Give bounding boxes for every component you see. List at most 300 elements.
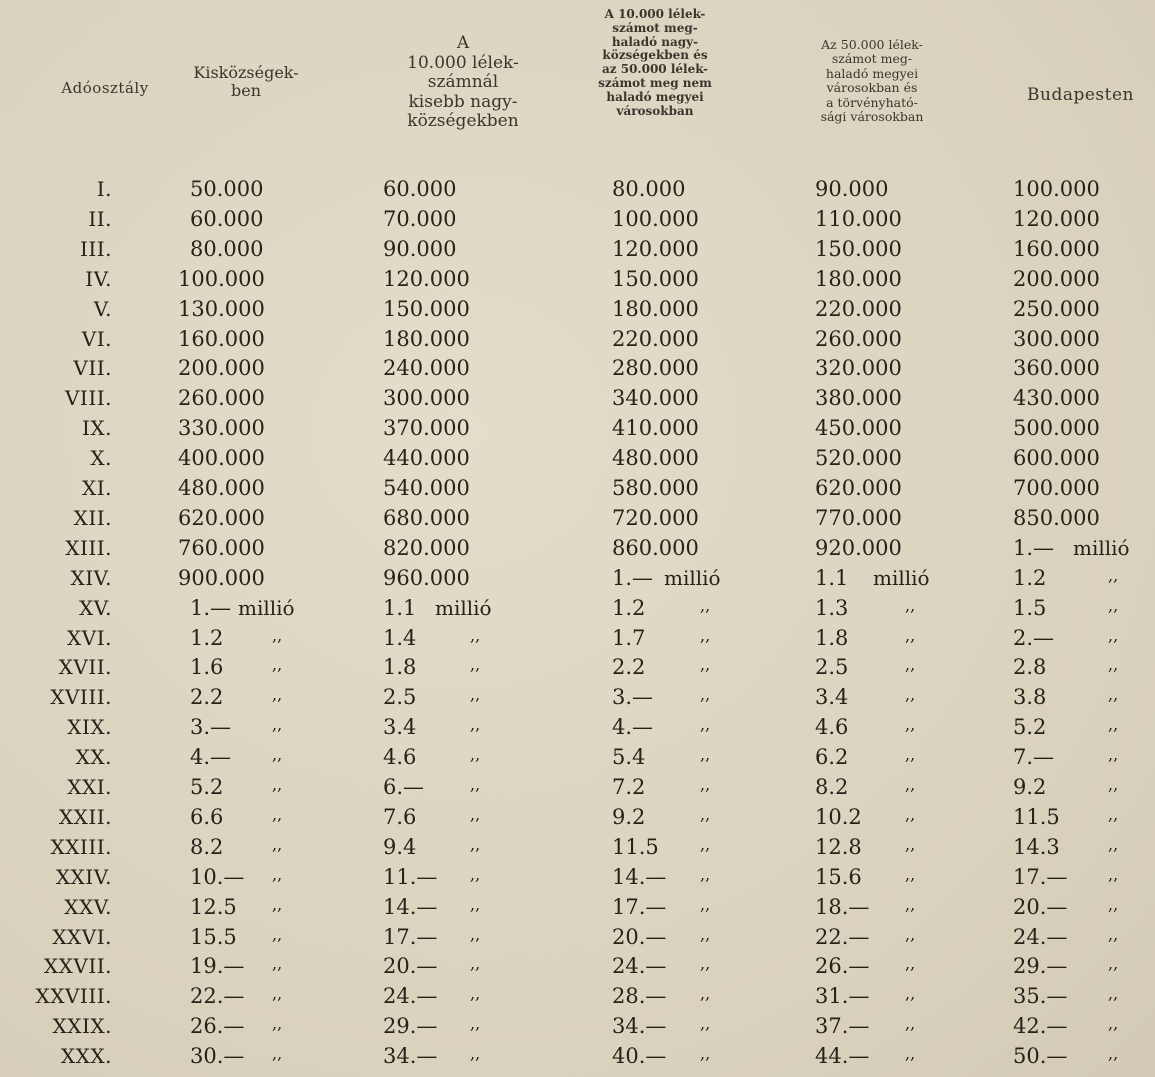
value-col-4: 10.2 [815, 804, 862, 829]
ditto-mark: ,, [470, 804, 481, 824]
value-col-3: 410.000 [612, 416, 699, 441]
ditto-mark: ,, [1108, 595, 1119, 615]
value-col-3: 9.2 [612, 804, 646, 829]
table-row [0, 1044, 1155, 1074]
value-col-1: 130.000 [178, 296, 265, 321]
ditto-mark: ,, [1108, 954, 1119, 974]
table-row [0, 626, 1155, 656]
tax-class-label: III. [79, 236, 112, 261]
value-col-1: 5.2 [190, 775, 224, 799]
tax-class-label: IV. [85, 266, 112, 291]
header-line: a törvényható- [826, 94, 918, 110]
value-col-2: 960.000 [383, 565, 470, 590]
ditto-mark: ,, [905, 984, 916, 1004]
value-col-1: 200.000 [178, 356, 265, 381]
value-col-2: 17.— [383, 924, 438, 949]
value-col-2: 11.— [383, 864, 438, 889]
ditto-mark: ,, [905, 685, 916, 705]
value-col-2: 20.— [383, 954, 438, 979]
header-line: számot meg nem [598, 75, 712, 90]
ditto-mark: ,, [700, 954, 711, 974]
ditto-mark: ,, [272, 745, 283, 765]
ditto-mark: ,, [272, 775, 283, 794]
table-row [0, 536, 1155, 566]
ditto-mark: ,, [905, 1044, 916, 1064]
value-col-1: 1.2 [190, 625, 224, 650]
ditto-mark: ,, [905, 804, 916, 824]
ditto-mark: ,, [700, 625, 711, 645]
value-col-3: 1.— [612, 565, 654, 590]
ditto-mark: ,, [1108, 804, 1119, 824]
table-row [0, 297, 1155, 327]
value-col-5: 9.2 [1013, 775, 1047, 799]
value-col-5: 2.8 [1013, 655, 1047, 680]
value-col-3: 17.— [612, 894, 667, 919]
value-col-3: 20.— [612, 924, 667, 949]
ditto-mark: ,, [905, 894, 916, 914]
value-col-2: 90.000 [383, 236, 457, 261]
tax-class-label: V. [93, 296, 112, 321]
table-row [0, 267, 1155, 297]
value-col-3: 5.4 [612, 745, 646, 770]
value-col-5: 300.000 [1013, 326, 1100, 351]
value-col-2: 120.000 [383, 266, 470, 291]
header-line: számnál [427, 72, 499, 93]
ditto-mark: ,, [1108, 685, 1119, 705]
value-col-3: 180.000 [612, 296, 699, 321]
ditto-mark: ,, [1108, 565, 1119, 585]
value-col-1: 330.000 [178, 416, 265, 441]
value-col-2: 24.— [383, 984, 438, 1009]
table-row [0, 895, 1155, 925]
value-col-1: 3.— [190, 715, 232, 740]
table-row [0, 745, 1155, 775]
ditto-mark: ,, [272, 834, 283, 854]
value-col-3: 28.— [612, 984, 667, 1009]
value-col-1: 26.— [190, 1014, 245, 1039]
ditto-mark: ,, [272, 864, 283, 884]
unit-millio: millió [435, 595, 492, 620]
ditto-mark: ,, [905, 775, 916, 794]
value-col-4: 920.000 [815, 535, 902, 560]
table-row [0, 356, 1155, 386]
tax-class-label: XXI. [67, 775, 112, 799]
header-budapest [1008, 86, 1153, 106]
value-col-2: 4.6 [383, 745, 417, 770]
value-col-5: 1.5 [1013, 595, 1047, 620]
value-col-4: 37.— [815, 1014, 870, 1039]
tax-class-label: VI. [81, 326, 112, 351]
value-col-4: 320.000 [815, 356, 902, 381]
value-col-3: 1.7 [612, 625, 646, 650]
value-col-2: 150.000 [383, 296, 470, 321]
value-col-1: 4.— [190, 745, 232, 770]
ditto-mark: ,, [700, 864, 711, 884]
value-col-5: 20.— [1013, 894, 1068, 919]
ditto-mark: ,, [272, 804, 283, 824]
ditto-mark: ,, [1108, 984, 1119, 1004]
ditto-mark: ,, [470, 655, 481, 675]
value-col-3: 720.000 [612, 505, 699, 530]
value-col-2: 240.000 [383, 356, 470, 381]
tax-class-label: XV. [78, 595, 112, 620]
ditto-mark: ,, [1108, 834, 1119, 854]
value-col-4: 3.4 [815, 685, 849, 710]
value-col-2: 2.5 [383, 685, 417, 710]
value-col-3: 40.— [612, 1044, 667, 1069]
header-line: városokban [616, 103, 694, 118]
header-kisebb-nagykozsegek [378, 34, 548, 132]
tax-class-label: II. [88, 206, 112, 231]
table-row [0, 1014, 1155, 1044]
value-col-4: 450.000 [815, 416, 902, 441]
header-line: Budapesten [1027, 85, 1134, 105]
ditto-mark: ,, [905, 595, 916, 615]
value-col-3: 480.000 [612, 446, 699, 471]
value-col-2: 540.000 [383, 476, 470, 500]
value-col-5: 17.— [1013, 864, 1068, 889]
value-col-5: 5.2 [1013, 715, 1047, 740]
table-row [0, 386, 1155, 416]
value-col-5: 3.8 [1013, 685, 1047, 710]
ditto-mark: ,, [1108, 1014, 1119, 1034]
value-col-2: 34.— [383, 1044, 438, 1069]
value-col-2: 1.8 [383, 655, 417, 680]
value-col-3: 14.— [612, 864, 667, 889]
value-col-1: 22.— [190, 984, 245, 1009]
tax-class-label: XII. [73, 505, 112, 530]
value-col-3: 280.000 [612, 356, 699, 381]
table-row [0, 954, 1155, 984]
value-col-4: 15.6 [815, 864, 862, 889]
table-row [0, 655, 1155, 685]
ditto-mark: ,, [272, 1014, 283, 1034]
tax-class-label: X. [90, 446, 112, 471]
tax-class-label: XXX. [60, 1044, 112, 1069]
ditto-mark: ,, [272, 625, 283, 645]
tax-class-label: XXII. [58, 804, 112, 829]
table-row [0, 476, 1155, 506]
ditto-mark: ,, [1108, 655, 1119, 675]
value-col-1: 12.5 [190, 894, 237, 919]
value-col-3: 100.000 [612, 206, 699, 231]
value-col-1: 100.000 [178, 266, 265, 291]
header-line: haladó megyei [606, 89, 704, 104]
ditto-mark: ,, [1108, 894, 1119, 914]
header-line: városokban és [826, 80, 918, 96]
value-col-3: 80.000 [612, 177, 686, 201]
value-col-4: 90.000 [815, 177, 889, 201]
value-col-3: 220.000 [612, 326, 699, 351]
table-row [0, 715, 1155, 745]
tax-class-label: XVI. [67, 625, 112, 650]
ditto-mark: ,, [272, 924, 283, 944]
ditto-mark: ,, [272, 685, 283, 705]
ditto-mark: ,, [905, 834, 916, 854]
value-col-3: 4.— [612, 715, 654, 740]
value-col-4: 8.2 [815, 775, 849, 799]
value-col-4: 1.3 [815, 595, 849, 620]
table-row [0, 237, 1155, 267]
ditto-mark: ,, [905, 1014, 916, 1034]
value-col-4: 6.2 [815, 745, 849, 770]
value-col-2: 70.000 [383, 206, 457, 231]
value-col-1: 760.000 [178, 535, 265, 560]
ditto-mark: ,, [700, 1044, 711, 1064]
ditto-mark: ,, [700, 655, 711, 675]
unit-millio: millió [238, 595, 295, 620]
value-col-1: 19.— [190, 954, 245, 979]
ditto-mark: ,, [272, 715, 283, 735]
tax-class-label: IX. [82, 416, 112, 441]
ditto-mark: ,, [272, 655, 283, 675]
ditto-mark: ,, [905, 924, 916, 944]
value-col-5: 11.5 [1013, 804, 1060, 829]
tax-class-label: XXIII. [50, 834, 112, 859]
ditto-mark: ,, [700, 984, 711, 1004]
tax-class-label: XI. [82, 476, 112, 500]
value-col-4: 18.— [815, 894, 870, 919]
table-row [0, 596, 1155, 626]
value-col-2: 3.4 [383, 715, 417, 740]
ditto-mark: ,, [905, 864, 916, 884]
table-row [0, 416, 1155, 446]
value-col-5: 160.000 [1013, 236, 1100, 261]
value-col-5: 850.000 [1013, 505, 1100, 530]
ditto-mark: ,, [272, 984, 283, 1004]
value-col-2: 180.000 [383, 326, 470, 351]
value-col-1: 400.000 [178, 446, 265, 471]
unit-millio: millió [1073, 535, 1130, 560]
value-col-3: 120.000 [612, 236, 699, 261]
value-col-5: 14.3 [1013, 834, 1060, 859]
ditto-mark: ,, [470, 685, 481, 705]
header-line: haladó nagy- [611, 34, 699, 49]
ditto-mark: ,, [700, 804, 711, 824]
ditto-mark: ,, [700, 685, 711, 705]
header-line: Adóosztály [61, 79, 149, 97]
value-col-4: 220.000 [815, 296, 902, 321]
ditto-mark: ,, [470, 625, 481, 645]
tax-class-label: VIII. [64, 386, 112, 411]
value-col-3: 7.2 [612, 775, 646, 799]
header-adoosztaly [40, 80, 170, 97]
header-line: községekben [407, 111, 519, 132]
header-line: községekben és [602, 48, 708, 63]
table-row [0, 835, 1155, 865]
ditto-mark: ,, [1108, 715, 1119, 735]
ditto-mark: ,, [470, 715, 481, 735]
value-col-5: 700.000 [1013, 476, 1100, 500]
value-col-2: 1.1 [383, 595, 417, 620]
value-col-1: 900.000 [178, 565, 265, 590]
value-col-5: 2.— [1013, 625, 1055, 650]
value-col-1: 1.— [190, 595, 232, 620]
value-col-1: 15.5 [190, 924, 237, 949]
tax-class-label: VII. [73, 356, 112, 381]
value-col-2: 820.000 [383, 535, 470, 560]
ditto-mark: ,, [470, 894, 481, 914]
value-col-1: 260.000 [178, 386, 265, 411]
header-line: sági városokban [820, 108, 924, 124]
value-col-3: 150.000 [612, 266, 699, 291]
value-col-3: 860.000 [612, 535, 699, 560]
value-col-4: 2.5 [815, 655, 849, 680]
value-col-3: 11.5 [612, 834, 659, 859]
value-col-1: 620.000 [178, 505, 265, 530]
ditto-mark: ,, [470, 924, 481, 944]
value-col-5: 7.— [1013, 745, 1055, 770]
value-col-1: 480.000 [178, 476, 265, 500]
ditto-mark: ,, [700, 715, 711, 735]
value-col-5: 600.000 [1013, 446, 1100, 471]
table-row [0, 805, 1155, 835]
header-line: haladó megyei [825, 65, 919, 81]
tax-class-label: XVIII. [50, 685, 112, 710]
ditto-mark: ,, [470, 745, 481, 765]
value-col-2: 6.— [383, 775, 425, 799]
value-col-4: 12.8 [815, 834, 862, 859]
value-col-4: 22.— [815, 924, 870, 949]
value-col-4: 150.000 [815, 236, 902, 261]
ditto-mark: ,, [905, 745, 916, 765]
value-col-5: 100.000 [1013, 177, 1100, 201]
value-col-4: 380.000 [815, 386, 902, 411]
tax-class-label: XIX. [67, 715, 112, 740]
value-col-5: 1.2 [1013, 565, 1047, 590]
table-row [0, 925, 1155, 955]
ditto-mark: ,, [470, 1044, 481, 1064]
value-col-4: 180.000 [815, 266, 902, 291]
value-col-3: 580.000 [612, 476, 699, 500]
ditto-mark: ,, [905, 655, 916, 675]
value-col-4: 110.000 [815, 206, 902, 231]
value-col-2: 680.000 [383, 505, 470, 530]
header-line: az 50.000 lélek- [601, 62, 709, 77]
value-col-2: 440.000 [383, 446, 470, 471]
value-col-3: 24.— [612, 954, 667, 979]
value-col-1: 160.000 [178, 326, 265, 351]
header-line: Az 50.000 lélek- [821, 37, 923, 52]
tax-class-label: XIV. [70, 565, 112, 590]
ditto-mark: ,, [700, 775, 711, 794]
unit-millio: millió [664, 565, 721, 590]
ditto-mark: ,, [1108, 864, 1119, 884]
tax-class-label: I. [96, 177, 112, 201]
tax-class-label: XXVIII. [35, 984, 112, 1009]
ditto-mark: ,, [700, 1014, 711, 1034]
value-col-1: 6.6 [190, 804, 224, 829]
ditto-mark: ,, [470, 775, 481, 794]
ditto-mark: ,, [700, 595, 711, 615]
header-nagy-varosok [782, 38, 962, 124]
header-line: számot meg- [831, 51, 913, 67]
value-col-5: 1.— [1013, 535, 1055, 560]
tax-class-label: XXVII. [43, 954, 112, 979]
table-row [0, 446, 1155, 476]
value-col-5: 50.— [1013, 1044, 1068, 1069]
tax-class-label: XIII. [65, 535, 112, 560]
value-col-4: 1.1 [815, 565, 849, 590]
ditto-mark: ,, [1108, 1044, 1119, 1064]
table-row [0, 177, 1155, 207]
value-col-2: 300.000 [383, 386, 470, 411]
value-col-5: 430.000 [1013, 386, 1100, 411]
value-col-3: 2.2 [612, 655, 646, 680]
header-line: Kisközségek- [193, 63, 299, 82]
ditto-mark: ,, [272, 894, 283, 914]
ditto-mark: ,, [272, 1044, 283, 1064]
value-col-4: 44.— [815, 1044, 870, 1069]
value-col-4: 4.6 [815, 715, 849, 740]
value-col-2: 7.6 [383, 804, 417, 829]
value-col-3: 34.— [612, 1014, 667, 1039]
tax-class-label: XXVI. [52, 924, 112, 949]
value-col-3: 1.2 [612, 595, 646, 620]
value-col-1: 30.— [190, 1044, 245, 1069]
header-nagyobb-nagykozsegek [570, 8, 740, 118]
ditto-mark: ,, [1108, 924, 1119, 944]
table-row [0, 775, 1155, 805]
value-col-2: 370.000 [383, 416, 470, 441]
value-col-5: 250.000 [1013, 296, 1100, 321]
ditto-mark: ,, [905, 625, 916, 645]
ditto-mark: ,, [905, 715, 916, 735]
value-col-2: 60.000 [383, 177, 457, 201]
table-row [0, 685, 1155, 715]
value-col-5: 360.000 [1013, 356, 1100, 381]
value-col-4: 31.— [815, 984, 870, 1009]
unit-millio: millió [873, 565, 930, 590]
header-kiskozsegek [176, 64, 316, 101]
ditto-mark: ,, [470, 864, 481, 884]
table-row [0, 984, 1155, 1014]
header-line: kisebb nagy- [408, 91, 518, 112]
tax-class-label: XXV. [64, 894, 112, 919]
value-col-1: 8.2 [190, 834, 224, 859]
ditto-mark: ,, [470, 834, 481, 854]
header-line: ben [230, 81, 261, 101]
value-col-4: 620.000 [815, 476, 902, 500]
ditto-mark: ,, [905, 954, 916, 974]
value-col-5: 200.000 [1013, 266, 1100, 291]
value-col-1: 50.000 [190, 177, 264, 201]
ditto-mark: ,, [700, 924, 711, 944]
ditto-mark: ,, [470, 984, 481, 1004]
value-col-1: 1.6 [190, 655, 224, 680]
tax-class-label: XVII. [58, 655, 112, 680]
table-row [0, 506, 1155, 536]
ditto-mark: ,, [1108, 775, 1119, 794]
ditto-mark: ,, [700, 894, 711, 914]
value-col-4: 26.— [815, 954, 870, 979]
ditto-mark: ,, [700, 834, 711, 854]
value-col-3: 340.000 [612, 386, 699, 411]
ditto-mark: ,, [470, 1014, 481, 1034]
value-col-5: 42.— [1013, 1014, 1068, 1039]
value-col-4: 770.000 [815, 505, 902, 530]
header-line: 10.000 lélek- [407, 52, 519, 73]
header-line: számot meg- [612, 20, 698, 35]
value-col-5: 120.000 [1013, 206, 1100, 231]
value-col-4: 1.8 [815, 625, 849, 650]
value-col-2: 29.— [383, 1014, 438, 1039]
value-col-2: 1.4 [383, 625, 417, 650]
value-col-4: 520.000 [815, 446, 902, 471]
value-col-1: 80.000 [190, 236, 264, 261]
ditto-mark: ,, [1108, 625, 1119, 645]
value-col-5: 35.— [1013, 984, 1068, 1009]
